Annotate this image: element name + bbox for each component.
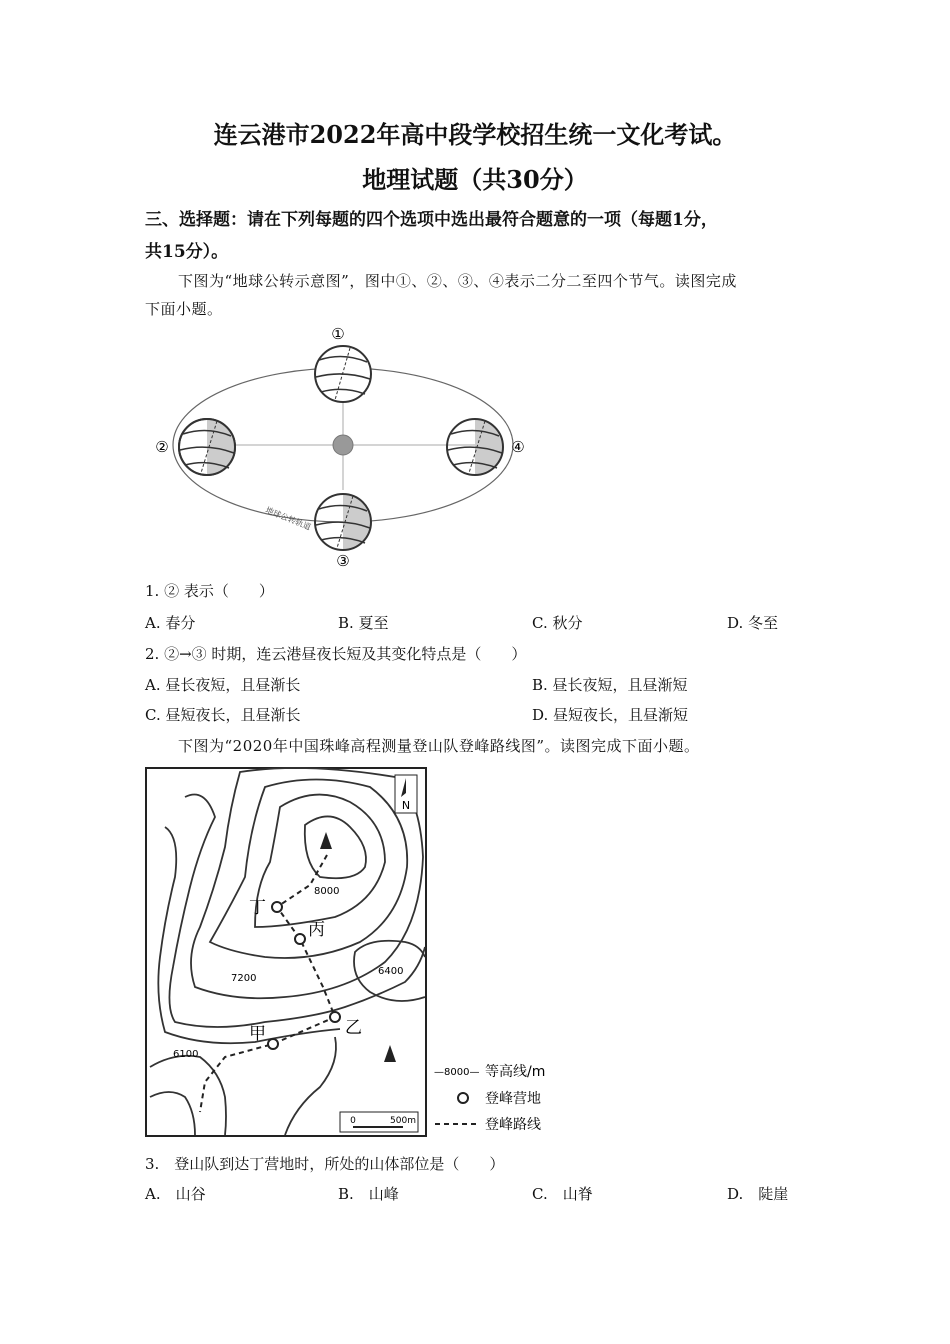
question-1-stem: 1. ② 表示（ ） [145, 582, 274, 600]
legend-route-text: 登峰路线 [485, 1117, 541, 1133]
scale-start: 0 [350, 1116, 356, 1126]
camp-label-bing: 丙 [308, 920, 325, 940]
camp-label-yi: 乙 [345, 1018, 362, 1038]
question-2-option-c[interactable]: C. 昼短夜长，且昼渐长 [145, 706, 301, 724]
page-title: 连云港市2022年高中段学校招生统一文化考试。 [213, 120, 737, 149]
earth-orbit-figure [145, 322, 540, 572]
question-2-option-b[interactable]: B. 昼长夜短，且昼渐短 [532, 676, 688, 694]
legend-camp-text: 登峰营地 [485, 1091, 541, 1107]
question-3-option-a[interactable]: A. 山谷 [145, 1185, 206, 1203]
camp-ding [272, 902, 282, 912]
question-2-option-a[interactable]: A. 昼长夜短，且昼渐长 [145, 676, 301, 694]
intro2: 下图为“2020年中国珠峰高程测量登山队登峰路线图”。读图完成下面小题。 [178, 737, 700, 755]
north-label: N [401, 799, 411, 812]
contour-label-8000: 8000 [314, 886, 340, 897]
legend-contour-sample: —8000— [434, 1067, 480, 1078]
question-1-option-c[interactable]: C. 秋分 [532, 614, 583, 632]
map-frame [146, 768, 426, 1136]
question-1-option-b[interactable]: B. 夏至 [338, 614, 389, 632]
camp-label-jia: 甲 [249, 1024, 266, 1044]
legend-camp-icon [458, 1093, 468, 1103]
scale-end: 500m [390, 1116, 416, 1126]
label-1: ① [331, 325, 345, 343]
question-3-option-b[interactable]: B. 山峰 [338, 1185, 399, 1203]
question-1-option-a[interactable]: A. 春分 [145, 614, 196, 632]
question-3-option-c[interactable]: C. 山脊 [532, 1185, 593, 1203]
everest-route-map [145, 767, 565, 1139]
page-subtitle: 地理试题（共30分） [362, 165, 588, 194]
contour-label-6400: 6400 [378, 966, 404, 977]
section-heading-line2: 共15分）。 [145, 242, 229, 262]
orbit-label: 地球公转轨道 [264, 505, 313, 532]
question-3-option-d[interactable]: D. 陡崖 [727, 1185, 789, 1203]
earth-position-1 [315, 325, 371, 402]
section-heading-line1: 三、选择题：请在下列每题的四个选项中选出最符合题意的一项（每题1分， [145, 210, 718, 230]
camp-yi [330, 1012, 340, 1022]
label-3: ③ [336, 552, 350, 570]
earth-position-2 [155, 419, 235, 475]
intro1-line1: 下图为“地球公转示意图”，图中①、②、③、④表示二分二至四个节气。读图完成 [178, 272, 737, 290]
camp-jia [268, 1039, 278, 1049]
question-2-stem: 2. ②→③ 时期，连云港昼夜长短及其变化特点是（ ） [145, 645, 527, 663]
earth-position-4 [447, 419, 525, 475]
camp-label-ding: 丁 [249, 898, 266, 918]
contour-label-7200: 7200 [231, 973, 257, 984]
legend-contour-text: 等高线/m [485, 1064, 546, 1080]
sun-icon [333, 435, 353, 455]
label-2: ② [155, 438, 169, 456]
camp-bing [295, 934, 305, 944]
question-3-stem: 3. 登山队到达丁营地时，所处的山体部位是（ ） [145, 1155, 505, 1173]
contour-label-6100: 6100 [173, 1049, 199, 1060]
earth-position-3 [315, 494, 371, 570]
question-1-option-d[interactable]: D. 冬至 [727, 614, 779, 632]
intro1-line2: 下面小题。 [145, 300, 223, 318]
label-4: ④ [511, 438, 525, 456]
question-2-option-d[interactable]: D. 昼短夜长，且昼渐短 [532, 706, 689, 724]
